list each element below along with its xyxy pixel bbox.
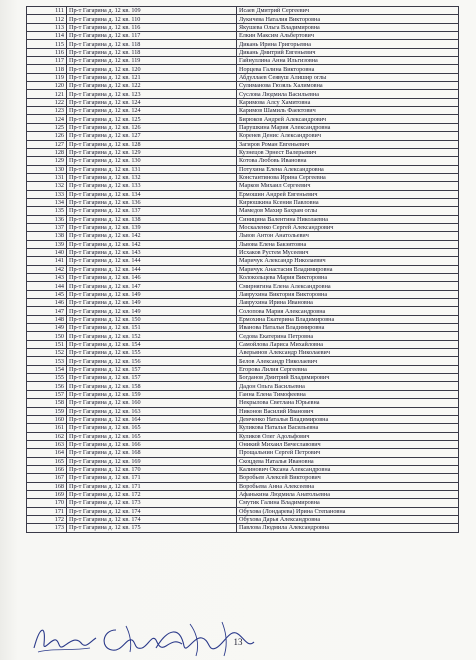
row-address: Пр-т Гагарина д. 12 кв. 124 bbox=[67, 98, 237, 106]
table-row bbox=[27, 290, 459, 298]
row-number: 167 bbox=[27, 474, 67, 482]
table-row bbox=[27, 148, 459, 156]
table-row bbox=[27, 332, 459, 340]
row-number: 171 bbox=[27, 507, 67, 515]
row-number: 114 bbox=[27, 32, 67, 40]
row-address: Пр-т Гагарина д. 12 кв. 174 bbox=[67, 515, 237, 523]
row-address: Пр-т Гагарина д. 12 кв. 109 bbox=[67, 7, 237, 15]
row-name: Кузнецов Эрнест Валерьевич bbox=[237, 148, 459, 156]
row-name: Демченко Наталья Владимировна bbox=[237, 415, 459, 423]
row-address: Пр-т Гагарина д. 12 кв. 128 bbox=[67, 140, 237, 148]
row-name: Дикань Дмитрий Евгеньевич bbox=[237, 48, 459, 56]
row-address: Пр-т Гагарина д. 12 кв. 151 bbox=[67, 324, 237, 332]
row-number: 133 bbox=[27, 190, 67, 198]
row-address: Пр-т Гагарина д. 12 кв. 157 bbox=[67, 374, 237, 382]
row-number: 136 bbox=[27, 215, 67, 223]
table-row bbox=[27, 357, 459, 365]
row-name: Солопова Мария Александровна bbox=[237, 307, 459, 315]
row-address: Пр-т Гагарина д. 12 кв. 119 bbox=[67, 57, 237, 65]
row-number: 165 bbox=[27, 457, 67, 465]
table-row bbox=[27, 299, 459, 307]
row-name: Кирюшкина Ксения Павловна bbox=[237, 198, 459, 206]
table-row bbox=[27, 232, 459, 240]
table-row bbox=[27, 140, 459, 148]
row-address: Пр-т Гагарина д. 12 кв. 139 bbox=[67, 223, 237, 231]
row-name: Елкин Максим Альбертович bbox=[237, 32, 459, 40]
table-row bbox=[27, 340, 459, 348]
row-address: Пр-т Гагарина д. 12 кв. 165 bbox=[67, 424, 237, 432]
row-name: Парушкина Мария Александровна bbox=[237, 123, 459, 131]
row-address: Пр-т Гагарина д. 12 кв. 144 bbox=[67, 265, 237, 273]
row-number: 166 bbox=[27, 465, 67, 473]
row-name: Аверьянов Александр Николаевич bbox=[237, 349, 459, 357]
row-number: 153 bbox=[27, 357, 67, 365]
residents-table bbox=[26, 6, 459, 533]
row-name: Смутик Галина Владимировна bbox=[237, 499, 459, 507]
row-number: 144 bbox=[27, 282, 67, 290]
row-name: Колокольцева Мария Викторовна bbox=[237, 274, 459, 282]
table-row bbox=[27, 282, 459, 290]
table-row bbox=[27, 315, 459, 323]
row-number: 162 bbox=[27, 432, 67, 440]
row-address: Пр-т Гагарина д. 12 кв. 170 bbox=[67, 465, 237, 473]
row-number: 143 bbox=[27, 274, 67, 282]
row-name: Исаев Дмитрий Сергеевич bbox=[237, 7, 459, 15]
row-name: Синицина Валентина Николаевна bbox=[237, 215, 459, 223]
row-name: Норцева Галина Викторовна bbox=[237, 65, 459, 73]
row-name: Егорова Лилия Сергеевна bbox=[237, 365, 459, 373]
row-address: Пр-т Гагарина д. 12 кв. 138 bbox=[67, 215, 237, 223]
row-name: Дадон Ольга Васильевна bbox=[237, 382, 459, 390]
row-name: Якушева Ольга Владимировна bbox=[237, 23, 459, 31]
row-number: 157 bbox=[27, 390, 67, 398]
row-name: Самойлова Лариса Михайловна bbox=[237, 340, 459, 348]
row-address: Пр-т Гагарина д. 12 кв. 147 bbox=[67, 282, 237, 290]
row-name: Москаленко Сергей Александрович bbox=[237, 223, 459, 231]
row-address: Пр-т Гагарина д. 12 кв. 122 bbox=[67, 82, 237, 90]
row-name: Ганна Елена Тимофеевна bbox=[237, 390, 459, 398]
table-row bbox=[27, 349, 459, 357]
row-name: Обухова (Лондарева) Ирина Степановна bbox=[237, 507, 459, 515]
row-number: 161 bbox=[27, 424, 67, 432]
table-row bbox=[27, 90, 459, 98]
table-row bbox=[27, 265, 459, 273]
row-number: 152 bbox=[27, 349, 67, 357]
row-number: 168 bbox=[27, 482, 67, 490]
table-row bbox=[27, 73, 459, 81]
table-row bbox=[27, 474, 459, 482]
row-name: Львов Антон Анатольевич bbox=[237, 232, 459, 240]
row-address: Пр-т Гагарина д. 12 кв. 133 bbox=[67, 182, 237, 190]
row-number: 149 bbox=[27, 324, 67, 332]
row-address: Пр-т Гагарина д. 12 кв. 163 bbox=[67, 407, 237, 415]
row-name: Гайнуллина Анна Ильгизовна bbox=[237, 57, 459, 65]
row-address: Пр-т Гагарина д. 12 кв. 144 bbox=[67, 257, 237, 265]
row-number: 113 bbox=[27, 23, 67, 31]
row-address: Пр-т Гагарина д. 12 кв. 118 bbox=[67, 40, 237, 48]
table-row bbox=[27, 407, 459, 415]
row-address: Пр-т Гагарина д. 12 кв. 175 bbox=[67, 524, 237, 532]
row-address: Пр-т Гагарина д. 12 кв. 150 bbox=[67, 315, 237, 323]
table-row bbox=[27, 307, 459, 315]
table-row bbox=[27, 132, 459, 140]
row-number: 121 bbox=[27, 90, 67, 98]
row-address: Пр-т Гагарина д. 12 кв. 124 bbox=[67, 107, 237, 115]
row-name: Скоцдева Наталья Ивановна bbox=[237, 457, 459, 465]
table-row bbox=[27, 424, 459, 432]
row-address: Пр-т Гагарина д. 12 кв. 143 bbox=[67, 248, 237, 256]
row-number: 163 bbox=[27, 440, 67, 448]
row-name: Маричук Александр Николаевич bbox=[237, 257, 459, 265]
page-number: 13 bbox=[233, 637, 243, 647]
row-number: 134 bbox=[27, 198, 67, 206]
row-number: 137 bbox=[27, 223, 67, 231]
table-row bbox=[27, 399, 459, 407]
row-number: 155 bbox=[27, 374, 67, 382]
row-address: Пр-т Гагарина д. 12 кв. 149 bbox=[67, 290, 237, 298]
row-address: Пр-т Гагарина д. 12 кв. 131 bbox=[67, 165, 237, 173]
row-number: 127 bbox=[27, 140, 67, 148]
row-number: 145 bbox=[27, 290, 67, 298]
row-number: 120 bbox=[27, 82, 67, 90]
table-row bbox=[27, 65, 459, 73]
row-name: Куликова Наталья Васильевна bbox=[237, 424, 459, 432]
row-address: Пр-т Гагарина д. 12 кв. 129 bbox=[67, 148, 237, 156]
row-number: 141 bbox=[27, 257, 67, 265]
row-address: Пр-т Гагарина д. 12 кв. 137 bbox=[67, 207, 237, 215]
row-name: Суслова Людмила Васильевна bbox=[237, 90, 459, 98]
table-row bbox=[27, 374, 459, 382]
row-address: Пр-т Гагарина д. 12 кв. 169 bbox=[67, 457, 237, 465]
row-number: 147 bbox=[27, 307, 67, 315]
table-row bbox=[27, 324, 459, 332]
row-name: Дикань Ирина Григорьевна bbox=[237, 40, 459, 48]
row-address: Пр-т Гагарина д. 12 кв. 142 bbox=[67, 240, 237, 248]
row-number: 118 bbox=[27, 65, 67, 73]
row-address: Пр-т Гагарина д. 12 кв. 123 bbox=[67, 90, 237, 98]
row-name: Белов Александр Николаевич bbox=[237, 357, 459, 365]
row-name: Прощальнин Сергей Петрович bbox=[237, 449, 459, 457]
table-row bbox=[27, 7, 459, 15]
table-row bbox=[27, 390, 459, 398]
table-row bbox=[27, 215, 459, 223]
row-name: Загиров Роман Евгеньевич bbox=[237, 140, 459, 148]
row-number: 132 bbox=[27, 182, 67, 190]
row-name: Некрылова Светлана Юрьевна bbox=[237, 399, 459, 407]
table-row bbox=[27, 524, 459, 532]
table-row bbox=[27, 482, 459, 490]
table-row bbox=[27, 207, 459, 215]
row-address: Пр-т Гагарина д. 12 кв. 158 bbox=[67, 382, 237, 390]
row-address: Пр-т Гагарина д. 12 кв. 160 bbox=[67, 399, 237, 407]
row-address: Пр-т Гагарина д. 12 кв. 118 bbox=[67, 48, 237, 56]
row-address: Пр-т Гагарина д. 12 кв. 126 bbox=[67, 123, 237, 131]
table-row bbox=[27, 223, 459, 231]
table-row bbox=[27, 98, 459, 106]
row-address: Пр-т Гагарина д. 12 кв. 142 bbox=[67, 232, 237, 240]
row-name: Калинович Оксана Александровна bbox=[237, 465, 459, 473]
row-address: Пр-т Гагарина д. 12 кв. 116 bbox=[67, 23, 237, 31]
row-name: Лукичева Наталия Викторовна bbox=[237, 15, 459, 23]
row-number: 126 bbox=[27, 132, 67, 140]
table-row bbox=[27, 190, 459, 198]
row-name: Ермошин Андрей Евгеньевич bbox=[237, 190, 459, 198]
row-number: 119 bbox=[27, 73, 67, 81]
row-address: Пр-т Гагарина д. 12 кв. 134 bbox=[67, 190, 237, 198]
row-number: 139 bbox=[27, 240, 67, 248]
row-name: Иванова Наталья Владимировна bbox=[237, 324, 459, 332]
row-number: 117 bbox=[27, 57, 67, 65]
row-address: Пр-т Гагарина д. 12 кв. 156 bbox=[67, 357, 237, 365]
row-name: Абдуллаев Сеявуш Алишир оглы bbox=[237, 73, 459, 81]
row-address: Пр-т Гагарина д. 12 кв. 171 bbox=[67, 474, 237, 482]
row-address: Пр-т Гагарина д. 12 кв. 157 bbox=[67, 365, 237, 373]
table-row bbox=[27, 173, 459, 181]
row-name: Котова Любовь Ивановна bbox=[237, 157, 459, 165]
table-row bbox=[27, 123, 459, 131]
row-name: Маричук Анастасия Владимировна bbox=[237, 265, 459, 273]
row-number: 142 bbox=[27, 265, 67, 273]
table-row bbox=[27, 449, 459, 457]
row-address: Пр-т Гагарина д. 12 кв. 152 bbox=[67, 332, 237, 340]
table-row bbox=[27, 382, 459, 390]
table-row bbox=[27, 23, 459, 31]
row-name: Львова Елена Бакэитовна bbox=[237, 240, 459, 248]
row-number: 115 bbox=[27, 40, 67, 48]
table-row bbox=[27, 515, 459, 523]
row-address: Пр-т Гагарина д. 12 кв. 110 bbox=[67, 15, 237, 23]
row-name: Константинова Ирина Сергеевна bbox=[237, 173, 459, 181]
row-address: Пр-т Гагарина д. 12 кв. 172 bbox=[67, 490, 237, 498]
row-name: Лаврухина Ирина Ивановна bbox=[237, 299, 459, 307]
row-number: 122 bbox=[27, 98, 67, 106]
row-name: Воробьева Анна Алексеевна bbox=[237, 482, 459, 490]
row-number: 128 bbox=[27, 148, 67, 156]
row-number: 138 bbox=[27, 232, 67, 240]
table-row bbox=[27, 40, 459, 48]
row-address: Пр-т Гагарина д. 12 кв. 168 bbox=[67, 449, 237, 457]
row-address: Пр-т Гагарина д. 12 кв. 149 bbox=[67, 307, 237, 315]
table-row bbox=[27, 465, 459, 473]
row-name: Богданов Дмитрий Владимирович bbox=[237, 374, 459, 382]
row-number: 116 bbox=[27, 48, 67, 56]
row-number: 164 bbox=[27, 449, 67, 457]
table-row bbox=[27, 440, 459, 448]
row-number: 172 bbox=[27, 515, 67, 523]
row-address: Пр-т Гагарина д. 12 кв. 117 bbox=[67, 32, 237, 40]
table-row bbox=[27, 365, 459, 373]
table-row bbox=[27, 257, 459, 265]
row-address: Пр-т Гагарина д. 12 кв. 136 bbox=[67, 198, 237, 206]
row-address: Пр-т Гагарина д. 12 кв. 149 bbox=[67, 299, 237, 307]
table-row bbox=[27, 507, 459, 515]
row-number: 146 bbox=[27, 299, 67, 307]
row-address: Пр-т Гагарина д. 12 кв. 166 bbox=[67, 440, 237, 448]
row-address: Пр-т Гагарина д. 12 кв. 174 bbox=[67, 507, 237, 515]
table-row bbox=[27, 32, 459, 40]
row-number: 123 bbox=[27, 107, 67, 115]
row-address: Пр-т Гагарина д. 12 кв. 171 bbox=[67, 482, 237, 490]
row-name: Сулиманова Гюзяль Халимовна bbox=[237, 82, 459, 90]
row-name: Потухина Елена Александровна bbox=[237, 165, 459, 173]
row-number: 111 bbox=[27, 7, 67, 15]
table-row bbox=[27, 198, 459, 206]
row-number: 129 bbox=[27, 157, 67, 165]
row-address: Пр-т Гагарина д. 12 кв. 159 bbox=[67, 390, 237, 398]
row-name: Смирнягина Елена Александровна bbox=[237, 282, 459, 290]
row-address: Пр-т Гагарина д. 12 кв. 120 bbox=[67, 65, 237, 73]
table-row bbox=[27, 432, 459, 440]
row-name: Лаврухина Виктория Викторовна bbox=[237, 290, 459, 298]
table-row bbox=[27, 415, 459, 423]
row-address: Пр-т Гагарина д. 12 кв. 154 bbox=[67, 340, 237, 348]
row-number: 156 bbox=[27, 382, 67, 390]
row-name: Каримов Шамиль Фаектович bbox=[237, 107, 459, 115]
row-number: 148 bbox=[27, 315, 67, 323]
row-address: Пр-т Гагарина д. 12 кв. 121 bbox=[67, 73, 237, 81]
table-row bbox=[27, 182, 459, 190]
row-number: 151 bbox=[27, 340, 67, 348]
row-address: Пр-т Гагарина д. 12 кв. 164 bbox=[67, 415, 237, 423]
row-address: Пр-т Гагарина д. 12 кв. 146 bbox=[67, 274, 237, 282]
row-number: 169 bbox=[27, 490, 67, 498]
row-number: 150 bbox=[27, 332, 67, 340]
row-number: 170 bbox=[27, 499, 67, 507]
table-row bbox=[27, 248, 459, 256]
row-name: Обухова Дарья Александровна bbox=[237, 515, 459, 523]
row-name: Каримова Алсу Хамитовна bbox=[237, 98, 459, 106]
row-name: Седова Екатерина Петровна bbox=[237, 332, 459, 340]
row-address: Пр-т Гагарина д. 12 кв. 155 bbox=[67, 349, 237, 357]
row-address: Пр-т Гагарина д. 12 кв. 127 bbox=[67, 132, 237, 140]
row-number: 154 bbox=[27, 365, 67, 373]
table-row bbox=[27, 165, 459, 173]
table-row bbox=[27, 274, 459, 282]
row-address: Пр-т Гагарина д. 12 кв. 165 bbox=[67, 432, 237, 440]
table-row bbox=[27, 157, 459, 165]
row-name: Мамедов Махир Бахрам оглы bbox=[237, 207, 459, 215]
row-address: Пр-т Гагарина д. 12 кв. 132 bbox=[67, 173, 237, 181]
row-name: Ермохина Екатерина Владимировна bbox=[237, 315, 459, 323]
row-name: Коренев Денис Александрович bbox=[237, 132, 459, 140]
table-row bbox=[27, 107, 459, 115]
row-number: 125 bbox=[27, 123, 67, 131]
row-number: 135 bbox=[27, 207, 67, 215]
row-number: 158 bbox=[27, 399, 67, 407]
row-name: Куликов Олег Адольфович bbox=[237, 432, 459, 440]
table-row bbox=[27, 457, 459, 465]
row-number: 140 bbox=[27, 248, 67, 256]
row-name: Никонов Василий Иванович bbox=[237, 407, 459, 415]
row-address: Пр-т Гагарина д. 12 кв. 125 bbox=[67, 115, 237, 123]
table-row bbox=[27, 490, 459, 498]
row-address: Пр-т Гагарина д. 12 кв. 173 bbox=[67, 499, 237, 507]
row-number: 130 bbox=[27, 165, 67, 173]
row-number: 160 bbox=[27, 415, 67, 423]
row-address: Пр-т Гагарина д. 12 кв. 130 bbox=[67, 157, 237, 165]
table-row bbox=[27, 15, 459, 23]
row-number: 159 bbox=[27, 407, 67, 415]
row-name: Воробьев Алексей Викторович bbox=[237, 474, 459, 482]
row-name: Марков Михаил Сергеевич bbox=[237, 182, 459, 190]
row-number: 173 bbox=[27, 524, 67, 532]
row-name: Оникий Михаил Вячеславович bbox=[237, 440, 459, 448]
table-row bbox=[27, 240, 459, 248]
row-number: 124 bbox=[27, 115, 67, 123]
row-name: Афанькина Людмила Анатольевна bbox=[237, 490, 459, 498]
row-number: 112 bbox=[27, 15, 67, 23]
row-name: Исхаков Рустем Мусеевич bbox=[237, 248, 459, 256]
row-number: 131 bbox=[27, 173, 67, 181]
row-name: Павлова Людмила Александровна bbox=[237, 524, 459, 532]
table-row bbox=[27, 499, 459, 507]
row-name: Бирюков Андрей Александрович bbox=[237, 115, 459, 123]
table-row bbox=[27, 48, 459, 56]
table-row bbox=[27, 82, 459, 90]
residents-table-body bbox=[27, 7, 459, 533]
table-row bbox=[27, 115, 459, 123]
table-row bbox=[27, 57, 459, 65]
